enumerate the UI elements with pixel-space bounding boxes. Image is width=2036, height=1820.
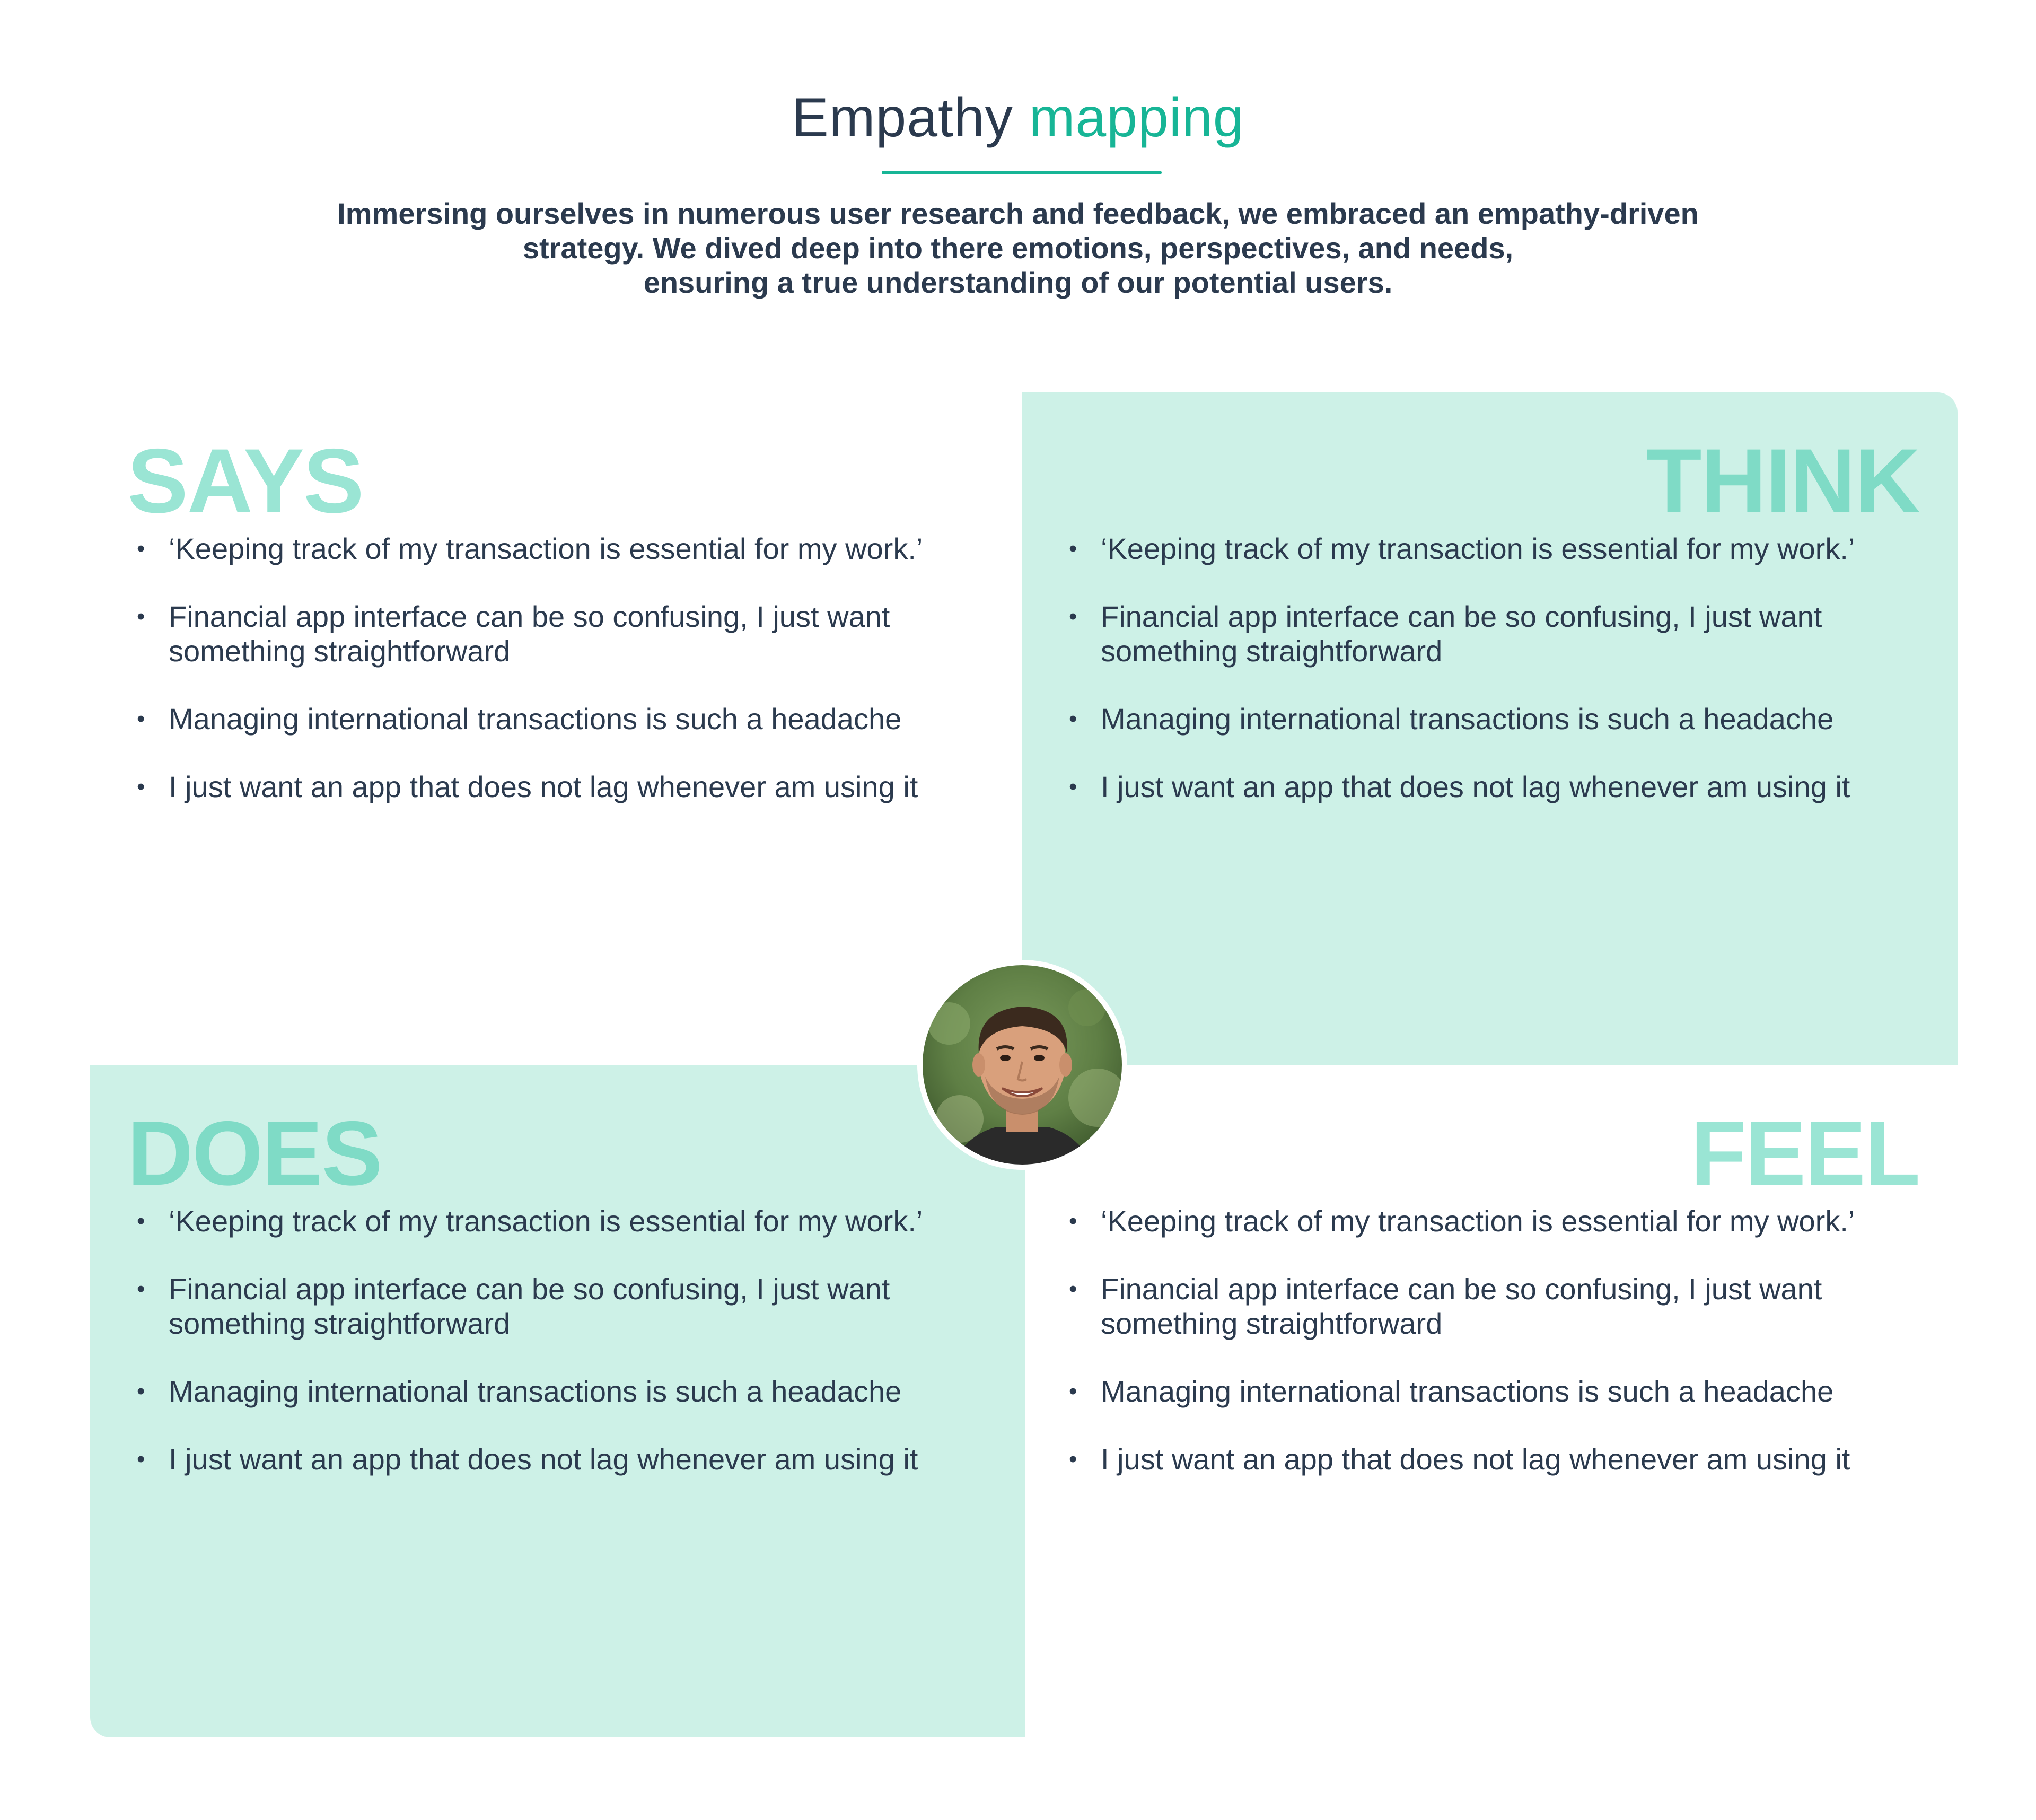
intro-line: Immersing ourselves in numerous user research and feedback, we embraced an empathy-driven <box>337 197 1699 230</box>
list-item <box>130 1204 1005 1238</box>
list-item <box>130 702 1005 736</box>
user-avatar-photo-icon <box>917 960 1127 1170</box>
bullet-icon: • <box>1069 1276 1077 1302</box>
quadrant-think <box>1022 392 1958 1065</box>
bullet-icon: • <box>1069 706 1077 732</box>
bullet-icon: • <box>137 706 145 732</box>
intro-line: strategy. We dived deep into there emotions, perspectives, and needs, <box>522 231 1514 265</box>
quadrant-says <box>90 392 1025 1065</box>
list-item-text: Managing international transactions is such a headache <box>1101 1375 1834 1408</box>
list-item-text: I just want an app that does not lag whenever am using it <box>1101 1442 1850 1476</box>
list-item-text: ‘Keeping track of my transaction is essential for my work.’ <box>1101 532 1855 565</box>
bullet-icon: • <box>137 1378 145 1404</box>
list-item <box>130 1374 1005 1408</box>
list-item <box>130 599 1005 668</box>
quadrant-title-does: DOES <box>127 1102 382 1204</box>
list-item <box>130 531 1005 566</box>
list-item-text: Managing international transactions is such a headache <box>1101 702 1834 736</box>
quadrant-list-feel <box>1063 1204 1937 1510</box>
intro-paragraph <box>276 196 1760 300</box>
bullet-icon: • <box>137 1446 145 1472</box>
bullet-icon: • <box>1069 1378 1077 1404</box>
bullet-icon: • <box>1069 1208 1077 1234</box>
title-word-mapping: mapping <box>1029 87 1244 148</box>
list-item-text: ‘Keeping track of my transaction is essential for my work.’ <box>169 532 923 565</box>
list-item-text: Financial app interface can be so confusing, I just want something straightforward <box>169 600 890 668</box>
list-item-text: I just want an app that does not lag whenever am using it <box>169 770 918 803</box>
list-item <box>130 1272 1005 1341</box>
quadrant-list-says <box>130 531 1005 837</box>
list-item <box>130 769 1005 804</box>
quadrant-title-feel: FEEL <box>1690 1102 1919 1204</box>
list-item-text: I just want an app that does not lag whenever am using it <box>169 1442 918 1476</box>
list-item-text: Financial app interface can be so confusing, I just want something straightforward <box>169 1272 890 1340</box>
list-item <box>1063 531 1937 566</box>
list-item <box>130 1442 1005 1476</box>
list-item <box>1063 702 1937 736</box>
list-item-text: ‘Keeping track of my transaction is essential for my work.’ <box>1101 1204 1855 1238</box>
quadrant-list-think <box>1063 531 1937 837</box>
bullet-icon: • <box>1069 603 1077 629</box>
quadrant-title-think: THINK <box>1646 430 1919 532</box>
list-item <box>1063 1374 1937 1408</box>
page-title <box>0 81 2036 155</box>
bullet-icon: • <box>1069 1446 1077 1472</box>
list-item-text: Financial app interface can be so confusing, I just want something straightforward <box>1101 1272 1822 1340</box>
quadrant-feel <box>1022 1065 1958 1737</box>
list-item-text: Managing international transactions is such a headache <box>169 1375 902 1408</box>
title-underline-divider <box>882 171 1162 174</box>
quadrant-does <box>90 1065 1025 1737</box>
user-avatar <box>917 960 1127 1170</box>
list-item-text: Managing international transactions is such a headache <box>169 702 902 736</box>
list-item-text: ‘Keeping track of my transaction is essential for my work.’ <box>169 1204 923 1238</box>
list-item <box>1063 1204 1937 1238</box>
quadrant-title-says: SAYS <box>127 430 363 532</box>
list-item <box>1063 1272 1937 1341</box>
bullet-icon: • <box>137 1208 145 1234</box>
list-item <box>1063 599 1937 668</box>
bullet-icon: • <box>1069 774 1077 800</box>
bullet-icon: • <box>137 1276 145 1302</box>
list-item <box>1063 769 1937 804</box>
intro-line: ensuring a true understanding of our potential users. <box>643 266 1393 299</box>
list-item-text: Financial app interface can be so confusing, I just want something straightforward <box>1101 600 1822 668</box>
quadrant-list-does <box>130 1204 1005 1510</box>
bullet-icon: • <box>137 536 145 562</box>
bullet-icon: • <box>137 603 145 629</box>
bullet-icon: • <box>1069 536 1077 562</box>
list-item <box>1063 1442 1937 1476</box>
bullet-icon: • <box>137 774 145 800</box>
title-word-empathy: Empathy <box>792 87 1013 148</box>
list-item-text: I just want an app that does not lag whenever am using it <box>1101 770 1850 803</box>
